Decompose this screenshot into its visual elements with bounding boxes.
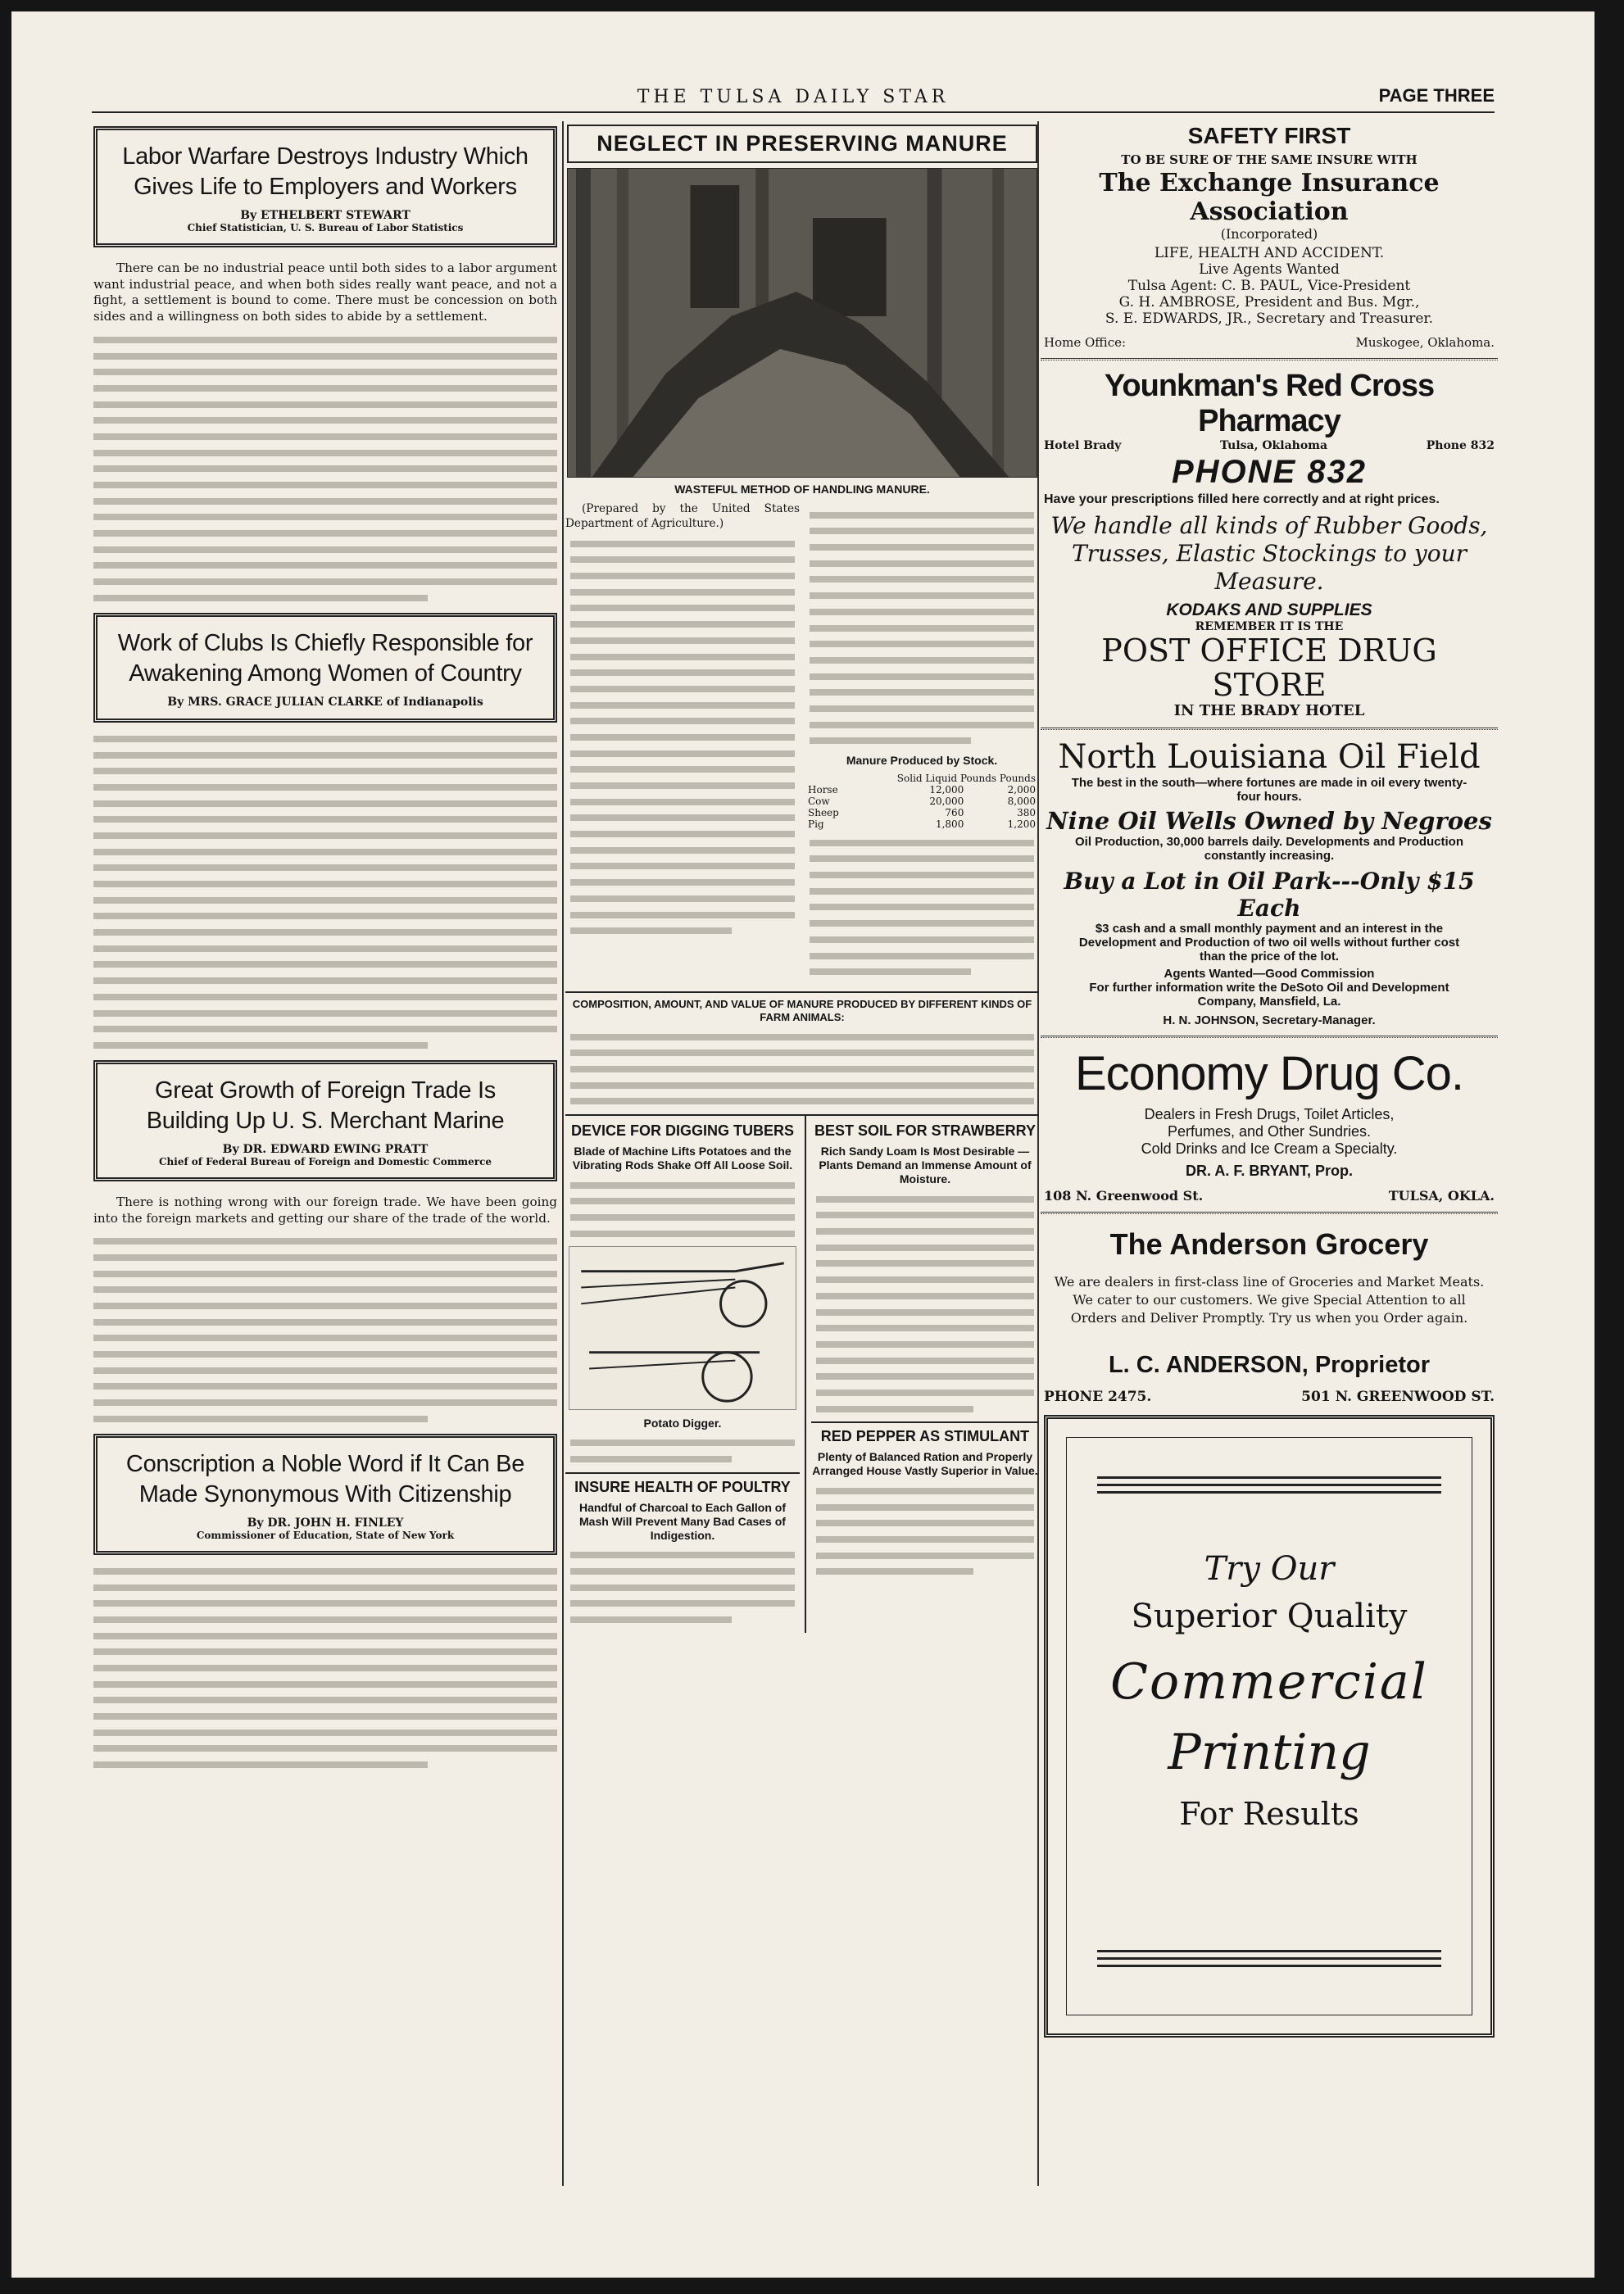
ad-divider — [1041, 728, 1498, 730]
table-row — [805, 818, 1039, 830]
ad-line: 108 N. Greenwood St. — [1044, 1188, 1204, 1204]
ad-title: Younkman's Red Cross Pharmacy — [1104, 369, 1435, 438]
photo-caption: WASTEFUL METHOD OF HANDLING MANURE. — [674, 483, 930, 496]
cell: 1,800 — [935, 818, 964, 830]
ad-line: Dealers in Fresh Drugs, Toilet Articles, — [1144, 1106, 1395, 1122]
cell: Horse — [808, 784, 838, 796]
brief-title: DEVICE FOR DIGGING TUBERS — [570, 1122, 794, 1139]
pharmacy-ad — [1041, 367, 1498, 721]
printing-ad — [1044, 1415, 1495, 2038]
ad-line: Try Our — [1204, 1550, 1335, 1588]
illegible-text — [811, 1488, 1039, 1575]
table-row — [805, 796, 1039, 807]
ad-line: G. H. AMBROSE, President and Bus. Mgr., — [1118, 294, 1420, 311]
masthead-rule — [92, 111, 1495, 113]
cell: Pig — [808, 818, 824, 830]
two-column-article — [565, 502, 1039, 985]
ad-divider — [1041, 1212, 1498, 1214]
headline-box — [93, 1434, 557, 1555]
ad-line: Cold Drinks and Ice Cream a Specialty. — [1141, 1140, 1398, 1157]
cell: Sheep — [808, 807, 839, 818]
office-city: Muskogee, Oklahoma. — [1355, 335, 1495, 350]
table-row — [805, 807, 1039, 818]
brief-deck: Blade of Machine Lifts Potatoes and the Vibrating Rods Shake Off All Loose Soil. — [572, 1145, 793, 1172]
brief-strawberry — [805, 1116, 1039, 1633]
ad-line: DR. A. F. BRYANT, Prop. — [1185, 1163, 1354, 1179]
headline-box — [93, 613, 557, 723]
scan-border-top — [0, 0, 1624, 11]
ad-line: Commercial — [1110, 1653, 1428, 1711]
ad-line: We are dealers in first-class line of Groceries and Market Meats. We cater to our customers. We give Special Attention to all Orders and Deliver Promptly. Try us when you Order again. — [1054, 1274, 1485, 1326]
ad-line: LIFE, HEALTH AND ACCIDENT. — [1154, 245, 1385, 261]
anderson-grocery-ad — [1041, 1221, 1498, 1407]
ad-divider — [1041, 1036, 1498, 1038]
article-headline: Labor Warfare Destroys Industry Which Gives Life to Employers and Workers — [122, 143, 528, 200]
illegible-text — [565, 1182, 800, 1237]
ad-line: For further information write the DeSoto Oil and Development Company, Mansfield, La. — [1089, 981, 1449, 1009]
ad-line: IN THE BRADY HOTEL — [1173, 702, 1365, 719]
column-left — [88, 121, 562, 2186]
ad-proprietor: L. C. ANDERSON, Proprietor — [1108, 1352, 1431, 1378]
digger-caption: Potato Digger. — [643, 1417, 722, 1430]
masthead-title: THE TULSA DAILY STAR — [637, 87, 950, 107]
illegible-text — [88, 1238, 562, 1422]
ad-title: Economy Drug Co. — [1075, 1047, 1463, 1100]
article-body — [88, 1195, 562, 1226]
cell: Cow — [808, 796, 830, 807]
column-ads — [1041, 121, 1498, 2186]
ad-line: Nine Oil Wells Owned by Negroes — [1046, 807, 1492, 835]
ad-line: Tulsa Agent: C. B. PAUL, Vice-President — [1127, 278, 1411, 294]
masthead — [92, 84, 1495, 113]
printing-ad-text — [1048, 1550, 1490, 1832]
ad-line: KODAKS AND SUPPLIES — [1166, 601, 1372, 619]
brief-deck: Handful of Charcoal to Each Gallon of Mash Will Prevent Many Bad Cases of Indigestion. — [578, 1500, 786, 1542]
illegible-text — [565, 1439, 800, 1462]
scan-border-bottom — [0, 2278, 1624, 2294]
headline-box — [93, 1060, 557, 1181]
byline: By DR. EDWARD EWING PRATT — [222, 1142, 429, 1156]
manure-pile-photo — [567, 168, 1037, 478]
illegible-text — [88, 736, 562, 1049]
table-row — [805, 784, 1039, 796]
office-label: Home Office: — [1044, 335, 1127, 350]
ad-title: SAFETY FIRST — [1187, 123, 1351, 148]
cell: 1,200 — [1007, 818, 1036, 830]
ad-line: S. E. EDWARDS, JR., Secretary and Treasurer. — [1105, 311, 1434, 327]
prepared-note: (Prepared by the United States Department of Agriculture.) — [565, 502, 800, 530]
ad-line: We handle all kinds of Rubber Goods, Trusses, Elastic Stockings to your Measure. — [1050, 512, 1488, 595]
ad-line: Oil Production, 30,000 barrels daily. Developments and Production constantly increasing. — [1074, 835, 1463, 863]
ad-line: 501 N. GREENWOOD ST. — [1301, 1389, 1495, 1405]
article-body — [565, 502, 800, 531]
manure-table — [805, 784, 1039, 830]
ad-line: H. N. JOHNSON, Secretary-Manager. — [1163, 1013, 1376, 1027]
ad-line: Printing — [1168, 1724, 1371, 1781]
ad-address-row — [1044, 1188, 1495, 1204]
ad-line: For Results — [1179, 1796, 1359, 1832]
ad-line: Have your prescriptions filled here correctly and at right prices. — [1044, 492, 1440, 506]
photo-illustration — [568, 169, 1037, 477]
ad-line: TO BE SURE OF THE SAME INSURE WITH — [1121, 152, 1418, 167]
scan-border-left — [0, 0, 11, 2294]
insurance-ad — [1041, 121, 1498, 351]
cell: 12,000 — [929, 784, 964, 796]
potato-digger-illustration — [569, 1246, 796, 1410]
ad-office-row — [1044, 335, 1495, 350]
ad-line: Superior Quality — [1131, 1598, 1408, 1635]
page-number: PAGE THREE — [1378, 85, 1495, 106]
headline-box — [93, 126, 557, 247]
table-heading: Solid Liquid Pounds Pounds — [896, 773, 1036, 784]
ad-line: REMEMBER IT IS THE — [1195, 620, 1344, 633]
ad-line: $3 cash and a small monthly payment and an interest in the Development and Production of two oil wells without further cost than the price of the lot. — [1078, 922, 1460, 963]
illegible-text — [805, 840, 1039, 976]
ad-address-row — [1044, 1389, 1495, 1405]
economy-drug-ad — [1041, 1045, 1498, 1205]
cell: 760 — [945, 807, 964, 818]
section-banner: NEGLECT IN PRESERVING MANURE — [567, 125, 1037, 163]
column-middle — [565, 121, 1039, 2186]
cell: 380 — [1017, 807, 1036, 818]
ad-line: Tulsa, Oklahoma — [1220, 439, 1328, 452]
decorative-bars — [1097, 1471, 1441, 1507]
author-role: Chief of Federal Bureau of Foreign and Domestic Commerce — [158, 1155, 492, 1167]
digger-drawing — [569, 1247, 796, 1409]
ad-company: The Exchange Insurance Association — [1099, 169, 1440, 226]
brief-title: BEST SOIL FOR STRAWBERRY — [814, 1122, 1036, 1139]
ad-line: The best in the south—where fortunes are made in oil every twenty-four hours. — [1071, 776, 1467, 804]
ad-line: TULSA, OKLA. — [1388, 1188, 1495, 1204]
ad-address-row — [1044, 439, 1495, 452]
author-role: Commissioner of Education, State of New York — [196, 1529, 455, 1541]
subhead-block — [805, 754, 1039, 768]
ad-line: (Incorporated) — [1220, 226, 1318, 242]
ad-divider — [1041, 358, 1498, 360]
brief-tubers — [565, 1116, 800, 1633]
ad-title: North Louisiana Oil Field — [1058, 738, 1481, 776]
composition-table-block — [565, 991, 1039, 1104]
ad-line: Perfumes, and Other Sundries. — [1167, 1123, 1372, 1140]
article-headline: Great Growth of Foreign Trade Is Building Up U. S. Merchant Marine — [146, 1077, 505, 1134]
illegible-text — [565, 541, 800, 935]
illegible-text — [565, 1552, 800, 1623]
subhead: Manure Produced by Stock. — [846, 754, 998, 767]
author-role: Chief Statistician, U. S. Bureau of Labor Statistics — [187, 222, 464, 233]
oil-field-ad — [1041, 737, 1498, 1029]
ad-line: POST OFFICE DRUG STORE — [1101, 632, 1437, 703]
article-body — [88, 261, 562, 325]
ad-line: Live Agents Wanted — [1199, 261, 1340, 278]
ad-line: Phone 832 — [1426, 439, 1495, 452]
brief-deck: Plenty of Balanced Ration and Properly Arranged House Vastly Superior in Value. — [812, 1450, 1038, 1478]
illegible-text — [805, 512, 1039, 745]
ad-line: PHONE 2475. — [1044, 1389, 1152, 1405]
byline: By ETHELBERT STEWART — [240, 209, 411, 222]
cell: 20,000 — [929, 796, 964, 807]
ad-phone: PHONE 832 — [1171, 454, 1368, 490]
illegible-table — [565, 1034, 1039, 1105]
brief-title: INSURE HEALTH OF POULTRY — [565, 1472, 800, 1496]
ad-title: The Anderson Grocery — [1109, 1227, 1429, 1261]
ad-line: Hotel Brady — [1044, 439, 1122, 452]
illegible-text — [811, 1196, 1039, 1412]
article-headline: Conscription a Noble Word if It Can Be Made Synonymous With Citizenship — [125, 1450, 525, 1507]
paragraph: There is nothing wrong with our foreign trade. We have been going into the foreign markets and getting our share of the trade of the world. — [93, 1194, 557, 1226]
paragraph: There can be no industrial peace until both sides to a labor argument want industrial peace, and when both sides really want peace, and not a fight, a settlement is bound to come. There must be concession on both sides and a willingness on both sides to abide by a settlement. — [93, 261, 557, 324]
brief-deck: Rich Sandy Loam Is Most Desirable —Plants Demand an Immense Amount of Moisture. — [819, 1145, 1032, 1186]
farm-briefs — [565, 1114, 1039, 1633]
byline: By MRS. GRACE JULIAN CLARKE of Indianapolis — [167, 695, 483, 709]
article-headline: Work of Clubs Is Chiefly Responsible for Awakening Among Women of Country — [117, 629, 533, 687]
cell: 2,000 — [1007, 784, 1036, 796]
scan-border-right — [1595, 0, 1624, 2294]
ad-line: Buy a Lot in Oil Park---Only $15 Each — [1064, 868, 1475, 922]
ad-line: Agents Wanted—Good Commission — [1164, 967, 1375, 981]
byline: By DR. JOHN H. FINLEY — [247, 1516, 404, 1530]
illegible-text — [88, 1568, 562, 1768]
brief-title: RED PEPPER AS STIMULANT — [811, 1421, 1039, 1445]
cell: 8,000 — [1007, 796, 1036, 807]
illegible-text — [88, 337, 562, 601]
decorative-bars — [1097, 1945, 1441, 1981]
column-rule — [562, 121, 564, 2186]
composition-title: COMPOSITION, AMOUNT, AND VALUE OF MANURE PRODUCED BY DIFFERENT KINDS OF FARM ANIMALS: — [572, 997, 1032, 1023]
